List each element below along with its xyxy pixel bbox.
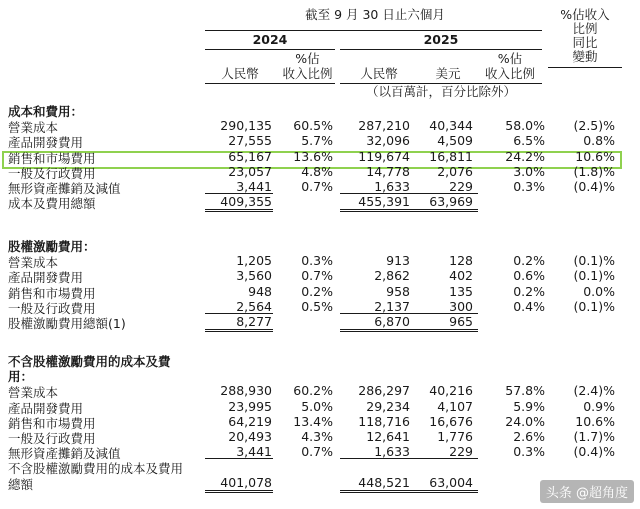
year-2025-rule [340, 49, 542, 50]
col-yoy-line3: 同比 [572, 35, 598, 50]
cell-yoy-change: 10.6% [575, 413, 615, 429]
total-double-rule [418, 209, 478, 212]
row-label: 產品開發費用 [8, 135, 84, 151]
cell-pct-2025: 0.2% [513, 283, 545, 299]
cell-rmb-2024: 65,167 [228, 148, 272, 164]
total-rule [205, 458, 273, 459]
cell-usd-2025: 40,344 [429, 118, 473, 134]
cell-pct-2025: 0.6% [513, 268, 545, 284]
cell-yoy-change: 0.0% [583, 283, 615, 299]
cell-usd-2025: 40,216 [429, 383, 473, 399]
period-header: 截至 9 月 30 日止六個月 [305, 7, 445, 22]
cell-yoy-change: 0.9% [583, 398, 615, 414]
total-double-rule [205, 209, 273, 212]
cell-rmb-2025: 287,210 [358, 118, 410, 134]
cell-rmb-2025: 12,641 [366, 429, 410, 444]
cell-usd-2025: 1,776 [437, 429, 473, 444]
watermark: 头条 @超角度 [540, 480, 634, 503]
cell-usd-2025: 229 [449, 444, 473, 460]
cell-pct-2025: 24.0% [505, 413, 545, 429]
row-label: 股權激勵費用總額(1) [8, 316, 126, 331]
total-double-rule [418, 329, 478, 332]
cell-rmb-2025: 2,137 [374, 298, 410, 314]
cell-rmb-2025: 29,234 [366, 398, 410, 414]
row-label: 營業成本 [8, 120, 59, 136]
cell-pct-2024: 4.8% [301, 163, 333, 179]
total-double-rule [205, 490, 273, 493]
cell-rmb-2025: 2,862 [374, 268, 410, 284]
total-double-rule [340, 209, 418, 212]
row-label: 銷售和市場費用 [8, 150, 96, 166]
col-rmb-2024: 人民幣 [221, 66, 259, 81]
cell-pct-2024: 5.7% [301, 133, 333, 149]
cell-pct-2024: 4.3% [301, 429, 333, 444]
row-label: 成本及費用總額 [8, 196, 96, 212]
section-title: 不含股權激勵費用的成本及費 [8, 354, 171, 369]
cell-yoy-change: (0.1)% [573, 268, 615, 284]
row-label: 一般及行政費用 [8, 300, 96, 316]
row-label: 銷售和市場費用 [8, 415, 96, 431]
cell-rmb-2025: 448,521 [358, 474, 410, 490]
cell-pct-2024: 13.6% [293, 148, 333, 164]
cell-yoy-change: 0.8% [583, 133, 615, 149]
year-2025-header: 2025 [423, 32, 459, 47]
row-label: 產品開發費用 [8, 270, 84, 286]
cell-usd-2025: 63,004 [429, 474, 473, 490]
row-label-line2: 總額 [8, 476, 34, 492]
total-double-rule [340, 490, 418, 493]
cell-rmb-2024: 3,441 [236, 444, 272, 460]
period-rule [205, 30, 542, 31]
cell-usd-2025: 16,676 [429, 413, 473, 429]
row-label: 無形資產攤銷及減值 [8, 446, 121, 462]
cell-usd-2025: 2,076 [437, 163, 473, 179]
cell-rmb-2024: 23,995 [228, 398, 272, 414]
cell-usd-2025: 128 [449, 253, 473, 269]
row-label: 無形資產攤銷及減值 [8, 181, 121, 196]
cell-rmb-2025: 6,870 [374, 314, 410, 329]
cell-pct-2025: 2.6% [513, 429, 545, 444]
row-label: 營業成本 [8, 255, 59, 271]
cell-pct-2025: 5.9% [513, 398, 545, 414]
cell-rmb-2024: 1,205 [236, 253, 272, 269]
cell-usd-2025: 300 [449, 298, 473, 314]
col-pct-2025-line1: %佔 [497, 51, 523, 66]
cell-pct-2024: 0.3% [301, 253, 333, 269]
cell-pct-2025: 24.2% [505, 148, 545, 164]
cell-pct-2025: 58.0% [505, 118, 545, 134]
cell-pct-2025: 3.0% [513, 163, 545, 179]
cell-usd-2025: 965 [449, 314, 473, 329]
cell-yoy-change: (0.1)% [573, 253, 615, 269]
total-double-rule [418, 490, 478, 493]
col-yoy-line1: %佔收入 [560, 7, 610, 22]
cell-pct-2025: 57.8% [505, 383, 545, 399]
cell-pct-2024: 60.5% [293, 118, 333, 134]
cell-rmb-2024: 2,564 [236, 298, 272, 314]
cell-pct-2025: 0.3% [513, 179, 545, 194]
cell-rmb-2024: 401,078 [220, 474, 272, 490]
cell-rmb-2024: 409,355 [220, 194, 272, 210]
row-label: 銷售和市場費用 [8, 285, 96, 301]
cell-usd-2025: 135 [449, 283, 473, 299]
cell-rmb-2025: 1,633 [374, 179, 410, 194]
section-title-line2: 用： [8, 369, 34, 385]
cell-usd-2025: 4,509 [437, 133, 473, 149]
year-2024-header: 2024 [252, 32, 288, 47]
col-pct-2025-line2: 收入比例 [484, 66, 535, 81]
cell-pct-2024: 5.0% [301, 398, 333, 414]
cell-pct-2024: 13.4% [293, 413, 333, 429]
col-rmb-2025: 人民幣 [360, 66, 398, 81]
cell-rmb-2025: 455,391 [358, 194, 410, 210]
cell-yoy-change: (1.8)% [573, 163, 615, 179]
cell-pct-2024: 0.7% [301, 179, 333, 194]
total-rule [340, 458, 418, 459]
cell-yoy-change: (1.7)% [573, 429, 615, 444]
cell-rmb-2024: 948 [248, 283, 272, 299]
cell-usd-2025: 402 [449, 268, 473, 284]
col-yoy-line2: 比例 [572, 21, 598, 36]
total-double-rule [340, 329, 418, 332]
cell-usd-2025: 4,107 [437, 398, 473, 414]
cell-pct-2025: 6.5% [513, 133, 545, 149]
cell-rmb-2024: 288,930 [220, 383, 272, 399]
cell-rmb-2025: 1,633 [374, 444, 410, 460]
year-2024-rule [205, 49, 335, 50]
row-label: 營業成本 [8, 385, 59, 401]
cell-pct-2024: 0.7% [301, 444, 333, 460]
cell-pct-2024: 60.2% [293, 383, 333, 399]
cell-usd-2025: 229 [449, 179, 473, 194]
row-label: 一般及行政費用 [8, 431, 96, 446]
cell-rmb-2024: 23,057 [228, 163, 272, 179]
cell-pct-2025: 0.2% [513, 253, 545, 269]
cell-rmb-2025: 14,778 [366, 163, 410, 179]
row-label: 一般及行政費用 [8, 165, 96, 181]
cell-yoy-change: 10.6% [575, 148, 615, 164]
cell-yoy-change: (0.4)% [573, 179, 615, 194]
cell-rmb-2024: 27,555 [228, 133, 272, 149]
col-pct-2024-line2: 收入比例 [282, 66, 333, 81]
cell-rmb-2025: 32,096 [366, 133, 410, 149]
section-title: 股權激勵費用： [8, 239, 96, 254]
unit-note: （以百萬計，百分比除外） [365, 84, 516, 99]
cell-usd-2025: 16,811 [429, 148, 473, 164]
cell-rmb-2024: 290,135 [220, 118, 272, 134]
col-yoy-line4: 變動 [572, 49, 598, 64]
col-pct-2024-line1: %佔 [295, 51, 320, 66]
total-rule [418, 458, 478, 459]
cell-yoy-change: (2.5)% [573, 118, 615, 134]
cell-rmb-2024: 20,493 [228, 429, 272, 444]
cell-rmb-2024: 64,219 [228, 413, 272, 429]
cell-rmb-2024: 3,560 [236, 268, 272, 284]
cell-usd-2025: 63,969 [429, 194, 473, 210]
cell-yoy-change: (0.1)% [573, 298, 615, 314]
cell-rmb-2025: 118,716 [358, 413, 410, 429]
cell-rmb-2025: 958 [386, 283, 410, 299]
cell-rmb-2025: 286,297 [358, 383, 410, 399]
cell-yoy-change: (2.4)% [573, 383, 615, 399]
header-bottom-rule-2024 [205, 83, 335, 84]
col-usd-2025: 美元 [435, 66, 461, 81]
cell-yoy-change: (0.4)% [573, 444, 615, 460]
total-double-rule [205, 329, 273, 332]
cell-pct-2025: 0.3% [513, 444, 545, 460]
cell-pct-2024: 0.7% [301, 268, 333, 284]
header-bottom-rule-yoy [548, 67, 622, 68]
row-label: 產品開發費用 [8, 400, 84, 416]
cell-rmb-2025: 913 [386, 253, 410, 269]
row-label: 不含股權激勵費用的成本及費用 [8, 461, 184, 477]
cell-pct-2025: 0.4% [513, 298, 545, 314]
cell-rmb-2025: 119,674 [358, 148, 410, 164]
cell-pct-2024: 0.5% [301, 298, 333, 314]
section-title: 成本和費用： [8, 104, 84, 119]
cell-rmb-2024: 3,441 [236, 179, 272, 194]
cell-pct-2024: 0.2% [301, 283, 333, 299]
cell-rmb-2024: 8,277 [236, 314, 272, 329]
